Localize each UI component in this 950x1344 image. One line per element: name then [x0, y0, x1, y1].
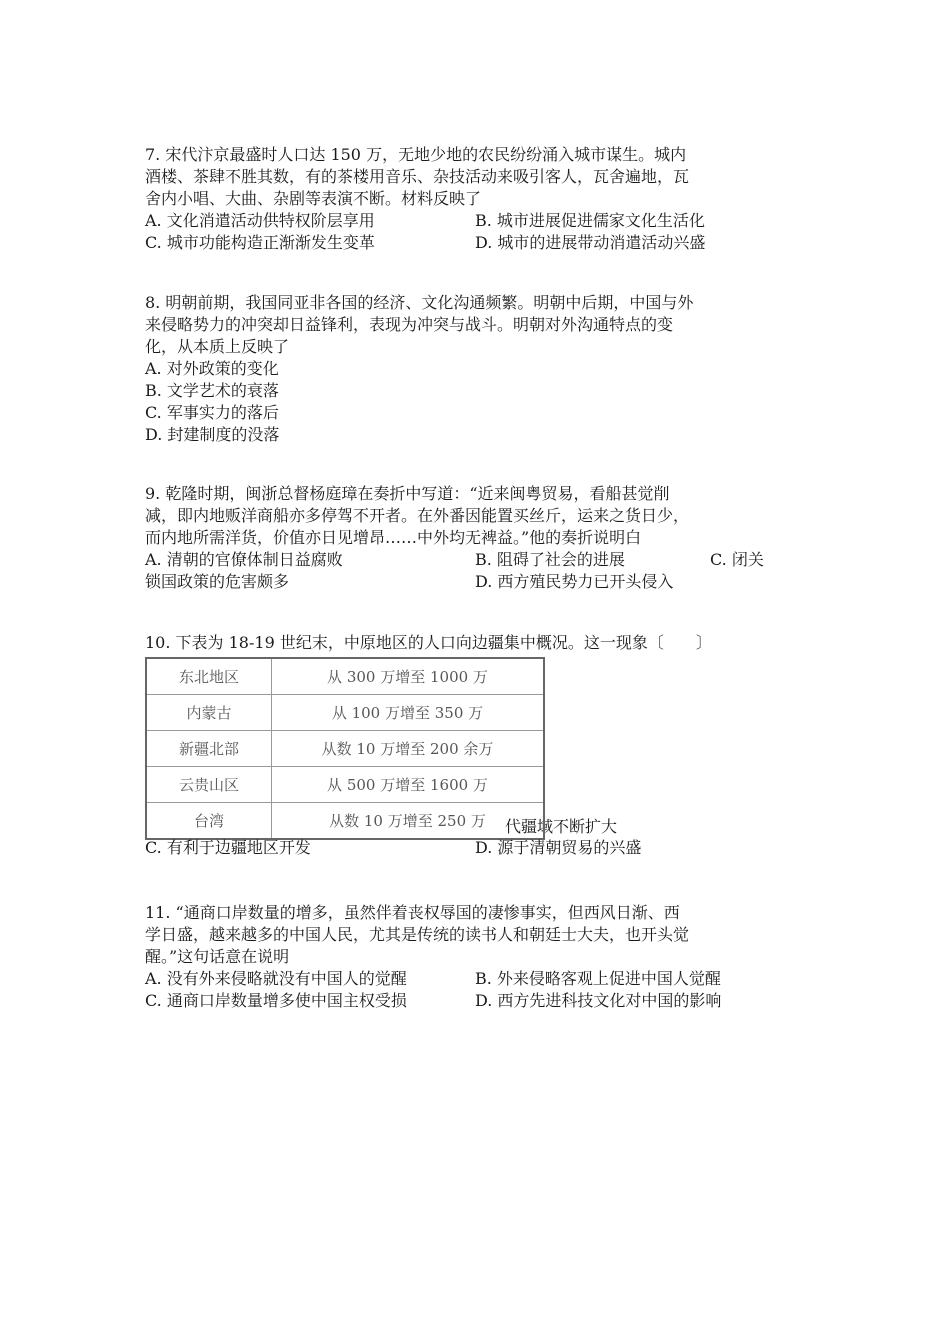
question-11-line-2: 学日盛，越来越多的中国人民，尤其是传统的读书人和朝廷士大夫，也开头觉 — [145, 925, 690, 944]
question-11-options-cd — [145, 990, 805, 1012]
question-11-line-3: 醒。”这句话意在说明 — [145, 947, 290, 966]
question-8 — [145, 292, 805, 446]
question-11-option-c: C. 通商口岸数量增多使中国主权受损 — [145, 991, 407, 1010]
table-cell-region: 台湾 — [146, 803, 272, 840]
question-9-options-cd — [145, 571, 805, 593]
question-9-line-3: 而内地所需洋货，价值亦日见增昂……中外均无裨益。”他的奏折说明白 — [145, 528, 642, 547]
question-7-option-a: A. 文化消遣活动供特权阶层享用 — [145, 211, 375, 230]
question-10-option-b-partial: 代疆域不断扩大 — [505, 817, 618, 836]
question-10-options-cd — [145, 837, 805, 859]
question-8-option-d: D. 封建制度的没落 — [145, 425, 280, 444]
question-7-line-2: 酒楼、茶肆不胜其数，有的茶楼用音乐、杂技活动来吸引客人，瓦舍遍地，瓦 — [145, 167, 690, 186]
question-10-option-c: C. 有利于边疆地区开发 — [145, 838, 311, 857]
population-table — [145, 657, 545, 840]
table-cell-change: 从 100 万增至 350 万 — [272, 695, 545, 731]
table-row — [146, 695, 544, 731]
question-8-line-3: 化，从本质上反映了 — [145, 337, 290, 356]
table-row — [146, 767, 544, 803]
table-cell-region: 内蒙古 — [146, 695, 272, 731]
question-7-option-c: C. 城市功能构造正渐渐发生变革 — [145, 233, 375, 252]
question-11-option-b: B. 外来侵略客观上促进中国人觉醒 — [475, 969, 721, 988]
question-7-option-d: D. 城市的进展带动消遣活动兴盛 — [475, 233, 706, 252]
table-row — [146, 803, 544, 840]
question-11-option-d: D. 西方先进科技文化对中国的影响 — [475, 991, 722, 1010]
table-row — [146, 731, 544, 767]
question-8-line-1: 8. 明朝前期，我国同亚非各国的经济、文化沟通频繁。明朝中后期，中国与外 — [145, 293, 694, 312]
question-9-line-1: 9. 乾隆时期，闽浙总督杨庭璋在奏折中写道：“近来闽粤贸易，看船甚觉削 — [145, 484, 670, 503]
question-9-option-c-start: C. 闭关 — [710, 550, 764, 569]
table-row — [146, 658, 544, 695]
question-8-line-2: 来侵略势力的冲突却日益锋利，表现为冲突与战斗。明朝对外沟通特点的变 — [145, 315, 674, 334]
question-11 — [145, 902, 805, 1012]
question-10 — [145, 632, 805, 654]
question-9-option-c-end: 锁国政策的危害颇多 — [145, 572, 290, 591]
question-9-line-2: 减，即内地贩洋商船亦多停驾不开者。在外番因能置买丝斤，运来之货日少， — [145, 506, 690, 525]
question-9-option-a: A. 清朝的官僚体制日益腐败 — [145, 550, 343, 569]
question-10-stem: 10. 下表为 18-19 世纪末，中原地区的人口向边疆集中概况。这一现象〔 〕 — [145, 633, 712, 652]
question-7-options-ab — [145, 210, 805, 232]
question-9-options-abc — [145, 549, 805, 571]
question-8-option-b: B. 文学艺术的衰落 — [145, 381, 279, 400]
question-11-options-ab — [145, 968, 805, 990]
question-7-options-cd — [145, 232, 805, 254]
table-cell-region: 新疆北部 — [146, 731, 272, 767]
table-cell-change: 从数 10 万增至 250 万 — [272, 803, 545, 840]
question-10-option-d: D. 源于清朝贸易的兴盛 — [475, 838, 642, 857]
question-7-option-b: B. 城市进展促进儒家文化生活化 — [475, 211, 705, 230]
table-cell-region: 云贵山区 — [146, 767, 272, 803]
question-9-option-b: B. 阻碍了社会的进展 — [475, 550, 625, 569]
question-9-option-d: D. 西方殖民势力已开头侵入 — [475, 572, 674, 591]
question-10-options-row — [145, 837, 805, 859]
table-cell-change: 从 500 万增至 1600 万 — [272, 767, 545, 803]
question-7 — [145, 144, 805, 254]
question-9 — [145, 483, 805, 593]
question-8-option-a: A. 对外政策的变化 — [145, 359, 279, 378]
question-11-line-1: 11. “通商口岸数量的增多，虽然伴着丧权辱国的凄惨事实，但西风日渐、西 — [145, 903, 680, 922]
question-8-option-c: C. 军事实力的落后 — [145, 403, 279, 422]
question-7-line-1: 7. 宋代汴京最盛时人口达 150 万，无地少地的农民纷纷涌入城市谋生。城内 — [145, 145, 687, 164]
table-cell-change: 从 300 万增至 1000 万 — [272, 658, 545, 695]
table-cell-region: 东北地区 — [146, 658, 272, 695]
question-11-option-a: A. 没有外来侵略就没有中国人的觉醒 — [145, 969, 407, 988]
question-7-line-3: 舍内小唱、大曲、杂剧等表演不断。材料反映了 — [145, 189, 482, 208]
table-cell-change: 从数 10 万增至 200 余万 — [272, 731, 545, 767]
